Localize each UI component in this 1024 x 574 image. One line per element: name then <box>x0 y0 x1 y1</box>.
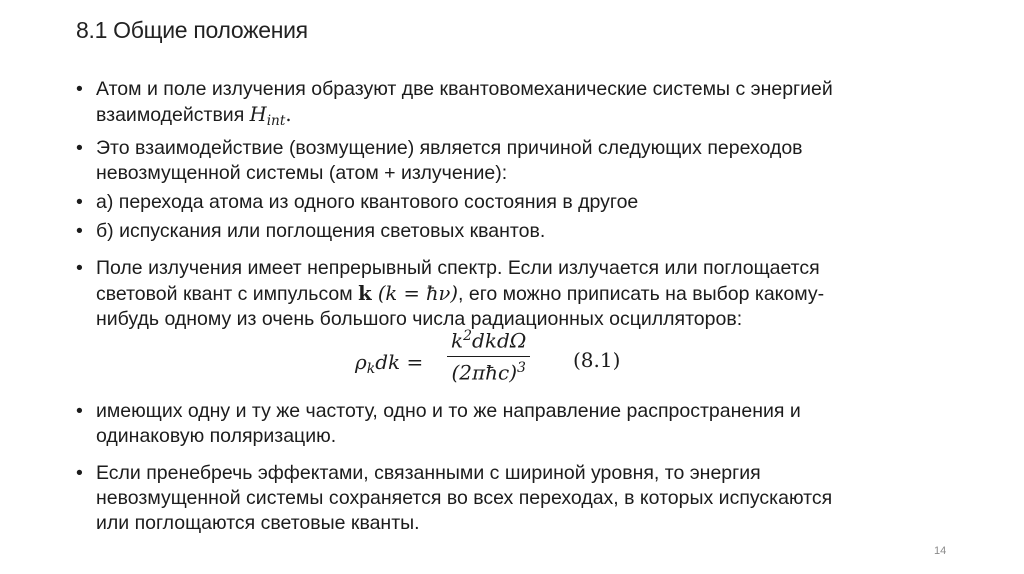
formula-num-exponent: 2 <box>463 328 473 344</box>
bullet-line: б) испускания или поглощения световых квантов. <box>96 220 546 242</box>
formula-denominator <box>447 360 530 385</box>
bullet-line: одинаковую поляризацию. <box>96 425 337 447</box>
formula-rho-subscript: k <box>366 361 376 377</box>
bullet-marker: • <box>76 78 83 100</box>
bullet-line <box>96 102 936 130</box>
bullet-text: световой квант с импульсом <box>96 283 359 305</box>
formula-lhs-rest: dk = <box>375 350 424 374</box>
bullet-marker: • <box>76 220 83 242</box>
math-symbol: H <box>249 103 267 126</box>
bullet-item <box>76 461 936 536</box>
bullet-line: Атом и поле излучения образуют две квантовомеханические системы с энергией <box>96 78 833 100</box>
fraction-bar <box>447 356 530 357</box>
bullet-line <box>96 281 936 307</box>
formula-num-rest: dkdΩ <box>472 328 527 353</box>
formula-fraction <box>447 328 530 384</box>
bullet-item <box>76 77 936 130</box>
bullet-line: невозмущенной системы (атом + излучение): <box>96 162 508 184</box>
formula-num-k: k <box>451 328 464 353</box>
formula-lhs <box>355 350 424 377</box>
bullet-line: нибудь одному из очень большого числа радиационных осцилляторов: <box>96 308 743 330</box>
bullet-marker: • <box>76 462 83 484</box>
bullet-item <box>76 399 936 449</box>
bullet-marker: • <box>76 257 83 279</box>
bullet-line: Поле излучения имеет непрерывный спектр. Если излучается или поглощается <box>96 257 820 279</box>
bullet-item <box>76 256 936 332</box>
bullet-line: или поглощаются световые кванты. <box>96 512 420 534</box>
math-expression: (k = ħν) <box>371 282 459 305</box>
math-vector-k: k <box>358 282 372 305</box>
bullet-line: а) перехода атома из одного квантового состояния в другое <box>96 191 639 213</box>
page-number: 14 <box>934 545 947 557</box>
formula-den-base: (2πħc) <box>451 360 517 385</box>
formula-rho: ρ <box>355 350 367 374</box>
formula-den-exponent: 3 <box>517 359 526 376</box>
bullet-line: невозмущенной системы сохраняется во всех переходах, в которых испускаются <box>96 487 833 509</box>
bullet-marker: • <box>76 191 83 213</box>
math-period: . <box>285 103 292 126</box>
bullet-marker: • <box>76 137 83 159</box>
bullet-line: имеющих одну и ту же частоту, одно и то же направление распространения и <box>96 400 801 422</box>
bullet-text: взаимодействия <box>96 104 250 126</box>
equation-number: (8.1) <box>573 348 621 372</box>
math-subscript: int <box>266 113 286 129</box>
bullet-line: Это взаимодействие (возмущение) является причиной следующих переходов <box>96 137 803 159</box>
bullet-marker: • <box>76 400 83 422</box>
bullet-item <box>76 190 936 215</box>
bullet-item <box>76 219 936 244</box>
bullet-text: , его можно приписать на выбор какому- <box>458 283 825 305</box>
formula-numerator <box>447 328 530 353</box>
bullet-item <box>76 136 936 186</box>
slide-title: 8.1 Общие положения <box>76 17 308 43</box>
bullet-line: Если пренебречь эффектами, связанными с шириной уровня, то энергия <box>96 462 761 484</box>
